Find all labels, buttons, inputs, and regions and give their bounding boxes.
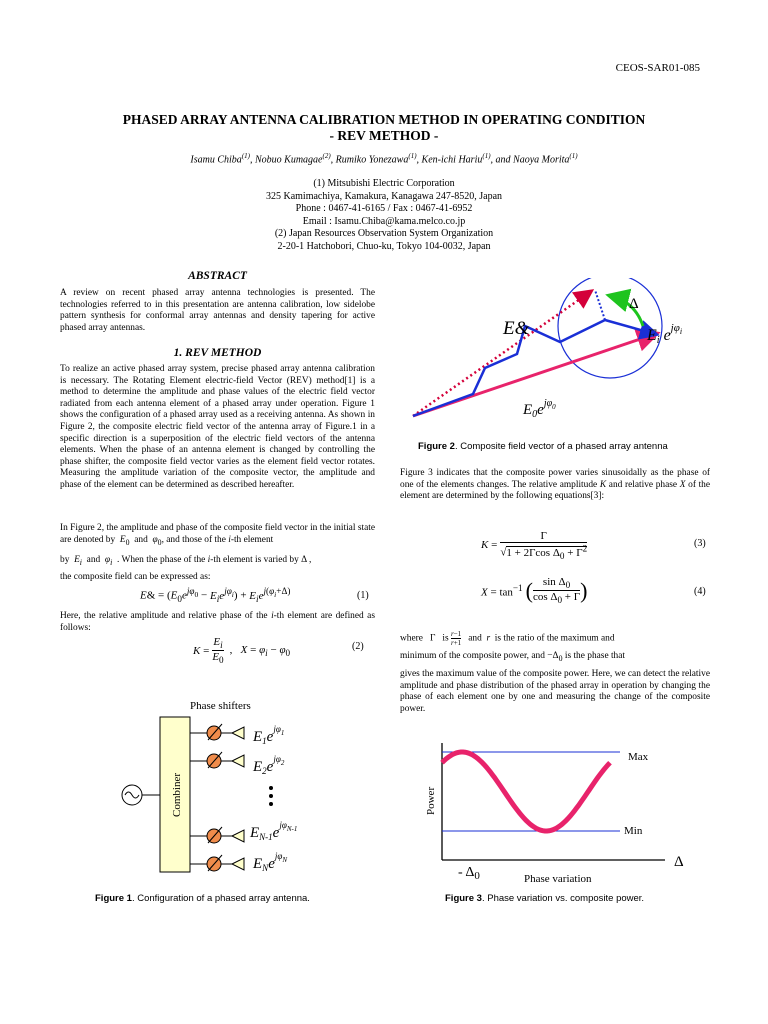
right-paragraph-2b: minimum of the composite power, and $-\Delta_0$ is the phase that [400,651,626,663]
x-axis-delta-symbol: Δ [674,854,684,870]
caption-label: Figure 2 [418,441,455,452]
x-axis-label: Phase variation [524,873,592,885]
paragraph-text: and [134,534,148,545]
title-line-2: - REV METHOD - [329,128,439,143]
element-branch [190,855,244,871]
section-paragraph-3: Here, the relative amplitude and relative phase of the i-th element are defined as follows: [60,611,375,633]
paper-title [0,112,768,144]
affiliation-line: (1) Mitsubishi Electric Corporation [313,178,455,189]
abstract-text: A review on recent phased array antenna technologies is presented. The technologies referred to in this presentation are antenna calibration, low sidelobe pattern synthesis for conformal array antennas and density tapering for active phased array antennas. [60,288,375,333]
section-paragraph: To realize an active phased array system, precise phased array antenna calibration is necessary. The Rotating Element electric-field Vector (REV) method[1] is a method to determine the amplitude and phase values of the electric field vector radiated from each antenna element of a phased array under operation. Figure 1 shows the configuration of a phased array used as a receiving antenna. As shown in Figure 2, the composite electric field vector of the antenna array of Figure.1 in a specific direction is a superposition of the electric field vectors of the antenna elements. When the phase of an antenna element is changed by controlling the phase shifter, the composite field vector varies as the element field vector rotates. Measuring the amplitude variation of the composite vector, the amplitude and phase of the element can be determined as described hereafter. [60,364,375,490]
section-paragraph-2b: by $E_i$ and $\varphi_i$ . When the phase of the i-th element is varied by Δ , [60,555,312,567]
title-line-1: PHASED ARRAY ANTENNA CALIBRATION METHOD IN OPERATING CONDITION [122,112,646,127]
element-field-label: Ei $e^{j\varphi}i$ [647,322,683,346]
element-field-labels [249,724,297,873]
affiliation-line: (2) Japan Resources Observation System Organization [274,228,494,240]
paragraph-text: i [228,534,231,545]
right-paragraph-1 [400,468,710,503]
equation-number: (3) [694,538,706,549]
paragraph-text: where [400,633,423,644]
figure-1-caption [95,893,310,904]
abstract-heading: ABSTRACT [188,270,247,282]
section-paragraph-2: In Figure 2, the amplitude and phase of the composite field vector in the initial state are denoted by $E_0$ and $\varphi_0$, and those of the i-th element [60,523,375,547]
paragraph-text: -th element is varied by [210,555,299,565]
phase-shifters-label: Phase shifters [190,700,251,712]
figure-2-caption [418,441,668,452]
paragraph-text: is [442,633,449,644]
equation-number: (1) [357,590,369,601]
paragraph-line: the composite field can be expressed as: [60,572,211,582]
element-vectors [413,320,655,416]
paragraph-text: X [679,479,686,490]
affiliation-line: Phone : 0467-41-6165 / Fax : 0467-41-6952 [295,203,473,215]
paragraph-text: is the ratio of the maximum and [494,633,615,644]
paragraph-text: , and those of the [161,534,226,545]
section-heading: 1. REV METHOD [173,347,262,359]
element-branch [190,724,244,740]
caption-label: Figure 3 [445,893,482,904]
combiner-label: Combiner [171,773,183,817]
max-label: Max [628,751,649,763]
paragraph-text: -th element are defined as follows: [60,611,375,633]
svg-text:E2ejφ2: $E_2e^{j\varphi}_2$ [253,754,285,776]
figure-3-caption [445,893,644,904]
element-branch [190,752,244,768]
figure-1-diagram [110,695,315,885]
element-branch [190,827,244,843]
paragraph-text: In Figure 2, the amplitude and phase of the composite field vector in the initial state are denoted by [60,523,375,545]
composite-symbol: E& [503,318,530,339]
svg-text:ENejφN: $E_Ne^{j\varphi}_N$ [253,851,288,873]
right-paragraph-2: where Γ is $\frac{r-1}{r+1}$ and r is the ratio of the maximum and [400,630,615,647]
affiliation-line: Email : Isamu.Chiba@kama.melco.co.jp [302,215,466,227]
caption-text: . Composite field vector of a phased array antenna [454,441,668,452]
equation-2: K = $E_i$ $E_0$ , $X = \varphi_i - \varphi_0$ [193,636,291,666]
initial-field-label: $E_0e^{j\varphi}_0$ [523,398,556,420]
paragraph-text: minimum of the composite power, and [400,651,545,661]
affiliation-line: 325 Kamimachiya, Kamakura, Kanagawa 247-8520, Japan [265,190,503,202]
paragraph-text: Here, the relative amplitude and relative phase of the [60,611,268,621]
equation-number: (4) [694,586,706,597]
y-axis-label: Power [425,786,437,815]
author-name: Isamu Chiba [190,154,242,166]
x-tick-label: - $\Delta_0$ [458,865,480,882]
equation-1: E& = $(E_0e^{j\varphi_0} - E_ie^{j\varphi_i}) + E_ie^{j(\varphi_i+\Delta)}$ [140,586,291,604]
paragraph-text: of the element are determined by the following equations[3]: [400,479,711,502]
caption-text: . Phase variation vs. composite power. [481,893,645,904]
author-name: Ken-ichi Hariu [421,154,483,166]
rotated-element-vector [595,290,605,320]
author-sup: (1) [482,152,491,160]
affiliation-line: 2-20-1 Hatchobori, Chuo-ku, Tokyo 104-0032, Japan [277,240,491,252]
delta-symbol: Δ [629,296,639,312]
equation-number: (2) [352,641,364,652]
power-curve [442,752,610,831]
caption-text: . Configuration of a phased array antenna. [131,893,310,904]
author-name: and Naoya Morita [495,154,570,166]
svg-text:EN-1ejφN-1: $E_{N-1}e^{j\varphi}_{N-1}$ [250,820,298,842]
sine-icon [125,792,139,798]
paragraph-text: Figure 3 indicates that the composite power varies sinusoidally as the phase of one of the elements changes. The relative amplitude [400,468,710,490]
rotated-composite-vector [413,292,590,416]
paragraph-text: and relative phase [608,479,678,490]
author-sup: (1) [569,152,578,160]
author-name: Nobuo Kumagae [254,154,323,166]
author-list: Isamu Chiba$^{(1)}$, Nobuo Kumagae$^{(2)}$, Rumiko Yonezawa$^{(1)}$, Ken-ichi Hariu$^{(1)}$, and Naoya Morita$^{(1)}$ [190,152,578,166]
affiliation-block [0,178,768,254]
paragraph-text: r [486,633,491,644]
paragraph-text: . When the phase of the [116,555,206,565]
author-sup: (1) [408,152,417,160]
svg-text:E1ejφ1: $E_1e^{j\varphi}_1$ [253,724,285,746]
min-label: Min [624,825,643,837]
paragraph-text: -th element [230,534,274,545]
equation-4: $X = \tan^{-1}$ ( $\sin \Delta_0$ $\cos \Delta_0 + \Gamma$ ) [481,576,588,606]
right-paragraph-3: gives the maximum value of the composite power. Here, we can detect the relative amplitude and phase distribution of the phased array in operation by changing the phase of each element one by one and measuring the change of the composite power. [400,669,710,714]
figure-3-plot [420,735,705,885]
paragraph-text: by [60,555,70,565]
equation-3: K = Γ √1 + 2Γcos $\Delta_0 + \Gamma^2$ [481,530,588,561]
author-name: Rumiko Yonezawa [335,154,409,166]
author-sup: (1) [241,152,250,160]
paragraph-text: is the phase that [564,651,626,661]
figure-2-diagram [405,278,695,428]
paragraph-text: and [86,555,101,565]
paragraph-text: and [468,633,482,644]
ellipsis-dots [269,786,273,806]
caption-label: Figure 1 [95,893,132,904]
document-ref-number: CEOS-SAR01-085 [615,62,700,74]
paragraph-text: K [599,479,607,490]
author-sup: (2) [322,152,331,160]
